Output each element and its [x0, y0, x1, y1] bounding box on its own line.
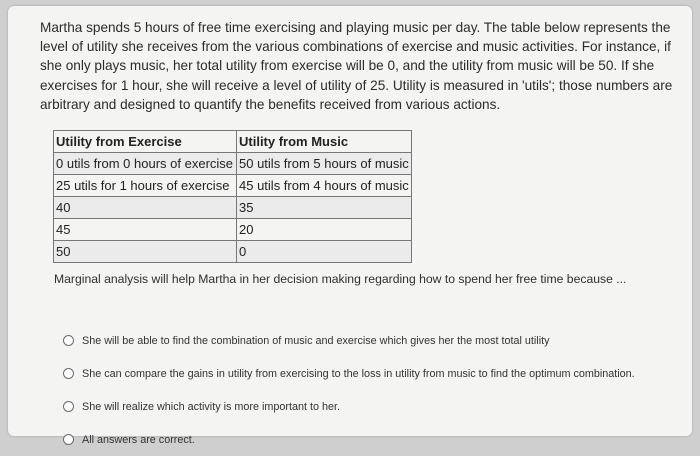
table-header-row [54, 131, 412, 153]
option-label: She will realize which activity is more important to her. [82, 400, 341, 413]
radio-button[interactable] [63, 434, 74, 445]
radio-button[interactable] [63, 368, 74, 379]
exercise-cell: 25 utils for 1 hours of exercise [54, 175, 237, 197]
table-row [54, 197, 412, 219]
table-row [54, 175, 412, 197]
table-row [54, 241, 412, 263]
music-cell: 0 [237, 241, 412, 263]
utility-table [53, 130, 412, 263]
music-cell: 35 [237, 197, 412, 219]
option-label: She can compare the gains in utility from exercising to the loss in utility from music to find the optimum combination. [82, 367, 635, 380]
music-cell: 20 [237, 219, 412, 241]
quiz-page [8, 6, 692, 446]
music-cell: 45 utils from 4 hours of music [237, 175, 412, 197]
answer-options [63, 324, 683, 456]
exercise-cell: 40 [54, 197, 237, 219]
answer-option-1[interactable] [63, 324, 683, 357]
header-utility-exercise: Utility from Exercise [54, 131, 237, 153]
option-label: All answers are correct. [82, 433, 195, 446]
table-row [54, 219, 412, 241]
music-cell: 50 utils from 5 hours of music [237, 153, 412, 175]
answer-option-4[interactable] [63, 423, 683, 456]
radio-button[interactable] [63, 335, 74, 346]
exercise-cell: 0 utils from 0 hours of exercise [54, 153, 237, 175]
table-row [54, 153, 412, 175]
question-prompt: Marginal analysis will help Martha in her decision making regarding how to spend her free time because ... [54, 272, 627, 286]
question-text: Martha spends 5 hours of free time exercising and playing music per day. The table below represents the level of utility she receives from the various combinations of exercise and music activities. For instance, if she only plays music, her total utility from exercise will be 0, and the utility from music will be 50. If she exercises for 1 hour, she will receive a level of utility of 25. Utility is measured in 'utils'; those numbers are arbitrary and designed to quantify the benefits received from various actions. [40, 20, 673, 112]
exercise-cell: 45 [54, 219, 237, 241]
radio-button[interactable] [63, 401, 74, 412]
header-utility-music: Utility from Music [237, 131, 412, 153]
answer-option-2[interactable] [63, 357, 683, 390]
option-label: She will be able to find the combination of music and exercise which gives her the most total utility [82, 334, 550, 347]
exercise-cell: 50 [54, 241, 237, 263]
answer-option-3[interactable] [63, 390, 683, 423]
